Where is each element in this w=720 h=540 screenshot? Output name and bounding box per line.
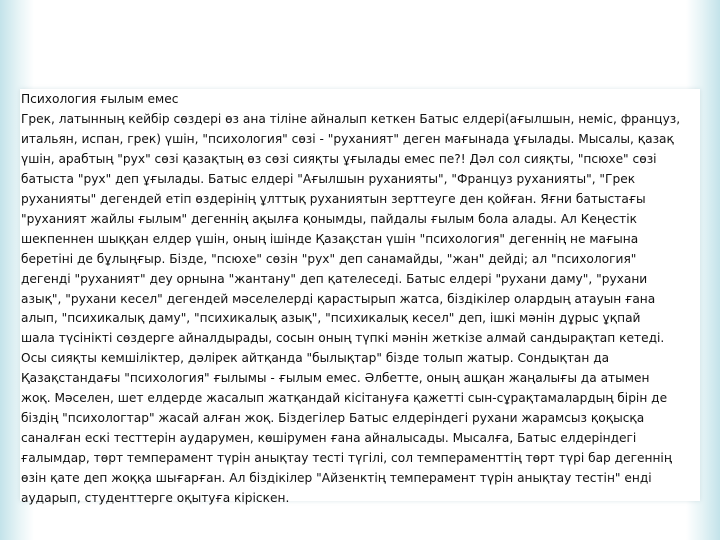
- text-block: [21, 90, 701, 509]
- document-title: Психология ғылым емес: [21, 92, 179, 106]
- document-body: Грек, латынның кейбір сөздері өз ана тіліне айналып кеткен Батыс елдері(ағылшын, неміс, француз, итальян, испан, грек) үшін, "психология" сөзі - "рухaният" деген мағынада ұғылады. Мысалы, қазақ үшін, арабтың "рух" сөзі қазақтың өз сөзі сияқты ұғылады емес пе?! Дәл сол сияқты, "псюхе" сөзі батыста "рух" деп ұғылады. Батыс елдері "Ағылшын руханияты", "Француз руханияты", "Грек руханияты" дегендей етіп өздерінің ұлттық руханиятын зерттеуге ден қойған. Яғни батыстағы "рухaният жайлы ғылым" дегеннің ақылға қонымды, пайдалы ғылым бола алады. Ал Кеңестік шекпеннен шыққан елдер үшін, оның ішінде Қазақстан үшін "психология" дегеннің не мағына беретіні де бұлыңғыр. Бізде, "псюхе" сөзін "рух" деп санамайды, "жан" дейді; ал "психология" дегенді "руханият" деу орнына "жантану" деп қателеседі. Батыс елдері "рухани даму", "рухани азық", "рухани кесел" дегендей мәселелерді қарастырып жатса, біздікілер олардың атауын ғана алып, "психикалық даму", "психикалық азық", "психикалық кесел" деп, ішкі мәнін дұрыс ұқпай шала түсінікті сөздерге айналдырады, сосын оның түпкі мәнін жеткізе алмай сандырақтап кетеді. Осы сияқты кемшіліктер, дәлірек айтқанда "былықтар" бізде толып жатыр. Сондықтан да Қазақстандағы "психология" ғылымы - ғылым емес. Әлбетте, оның ашқан жаңалығы да атымен жоқ. Мәселен, шет елдерде жасалып жатқандай кісітануға қажетті сын-сұрақтамалардың бірін де біздің "психологтар" жасай алған жоқ. Біздегілер Батыс елдеріндегі рухани жарамсыз қоқысқа саналған ескі тесттерін аударумен, көшірумен ғана айналысады. Мысалға, Батыс елдеріндегі ғалымдар, төрт темперамент түрін анықтау тесті түгілі, сол темпераменттің төрт түрі бар дегеннің өзін қате деп жоққа шығарған. Ал біздікілер "Айзенктің темперамент түрін анықтау тестін" енді аударып, студенттерге оқытуға кіріскен.: [21, 111, 681, 506]
